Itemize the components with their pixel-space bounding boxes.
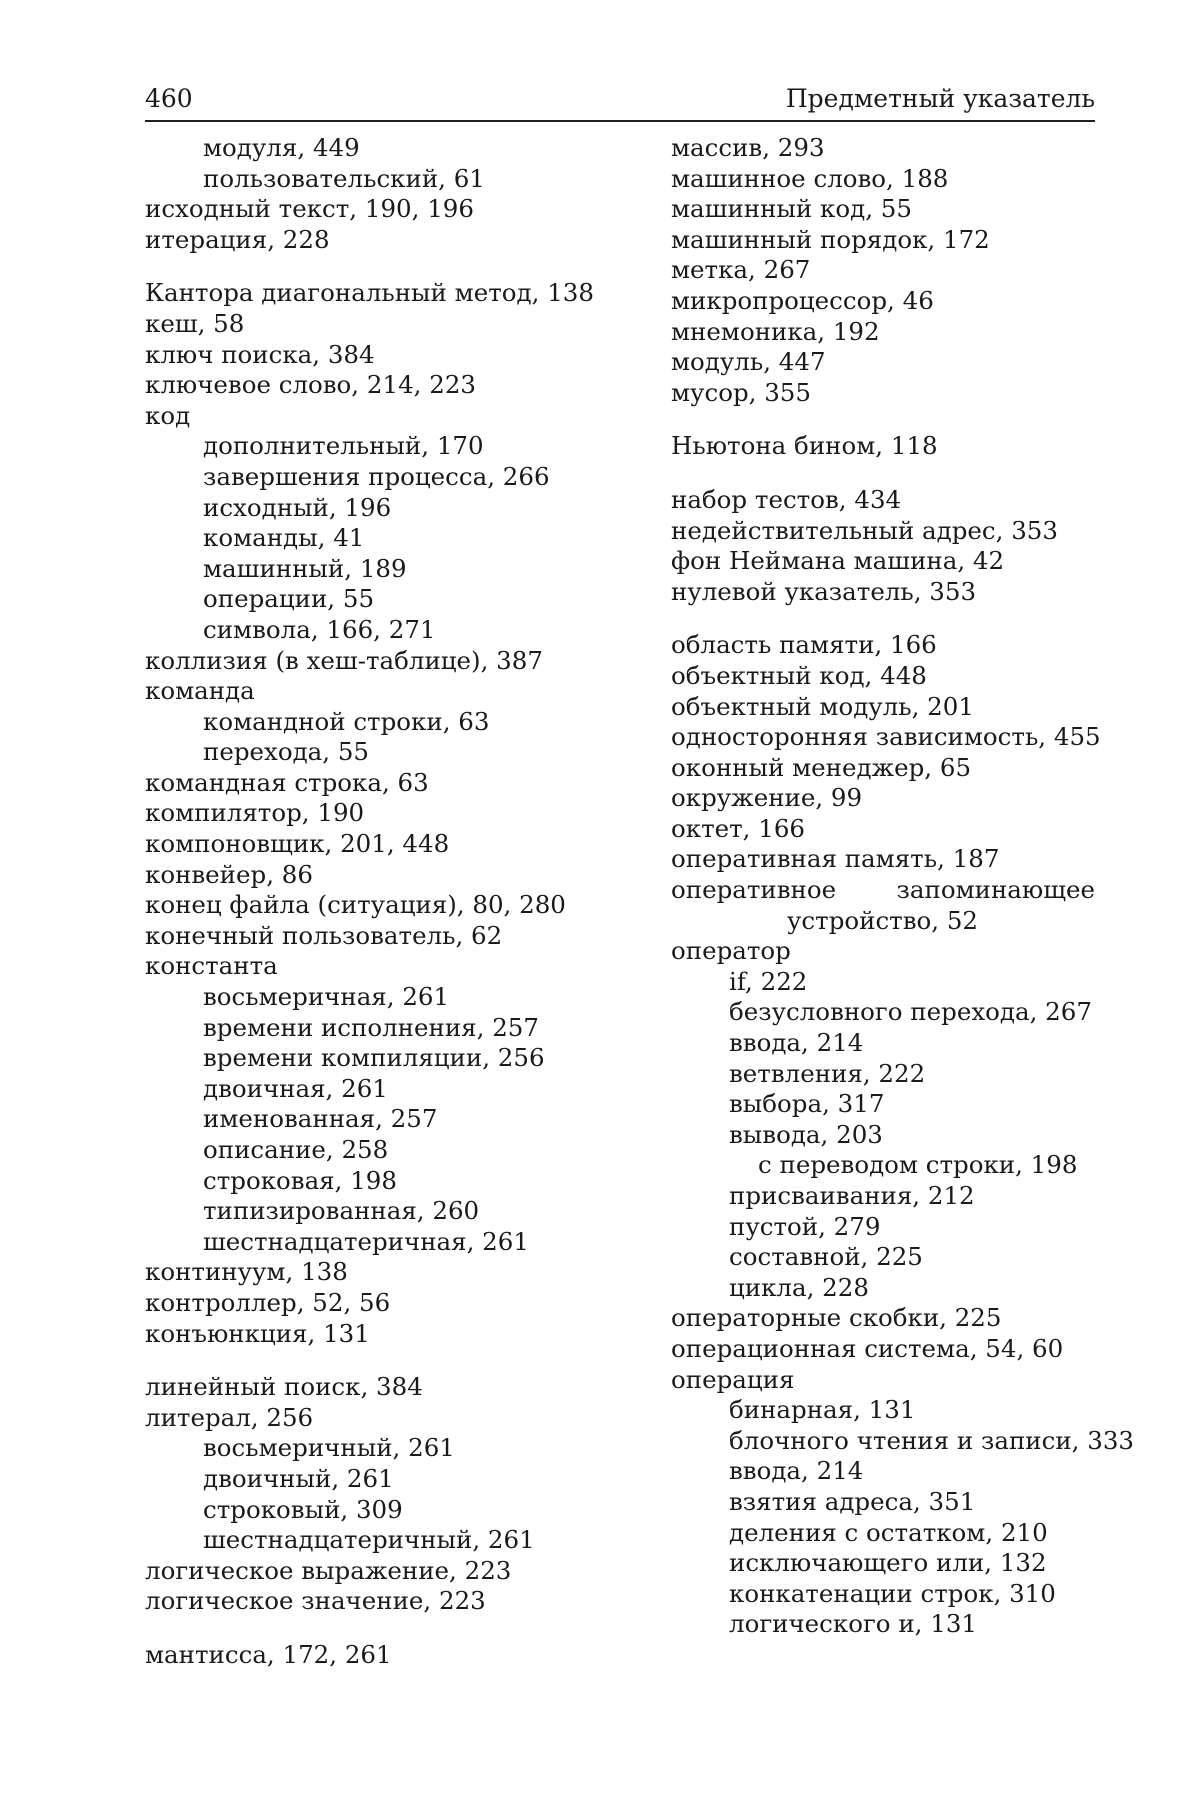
index-subentry: машинный, 189 xyxy=(203,553,407,583)
index-subentry: описание, 258 xyxy=(203,1135,389,1164)
page-header xyxy=(145,84,1095,122)
index-entry: исходный текст, 190, 196 xyxy=(145,194,474,224)
index-subentry: выбора, 317 xyxy=(729,1089,885,1119)
index-entry: набор тестов, 434 xyxy=(671,484,902,514)
group-gap xyxy=(145,1617,585,1640)
index-subentry: блочного чтения и записи, 333 xyxy=(729,1425,1135,1455)
index-entry: мантисса, 172, 261 xyxy=(145,1639,392,1669)
index-subentry: ветвления, 222 xyxy=(729,1058,926,1088)
index-subentry: присваивания, 212 xyxy=(729,1181,975,1210)
index-entry: фон Неймана машина, 42 xyxy=(671,546,1005,576)
index-subentry: вывода, 203 xyxy=(729,1119,883,1149)
index-entry: контроллер, 52, 56 xyxy=(145,1287,391,1317)
index-entry: компоновщик, 201, 448 xyxy=(145,829,450,859)
index-subentry: именованная, 257 xyxy=(203,1104,438,1134)
group-gap xyxy=(145,255,585,278)
index-entry: октет, 166 xyxy=(671,813,806,843)
page-number: 460 xyxy=(145,84,193,113)
index-entry: массив, 293 xyxy=(671,133,825,162)
index-subentry: перехода, 55 xyxy=(203,737,370,767)
index-subentry: команды, 41 xyxy=(203,523,365,553)
index-entry: односторонняя зависимость, 455 xyxy=(671,722,1101,752)
index-entry: логическое выражение, 223 xyxy=(145,1555,512,1585)
index-subentry: пользовательский, 61 xyxy=(203,163,485,193)
index-entry: командная строка, 63 xyxy=(145,767,429,797)
index-entry: мнемоника, 192 xyxy=(671,316,880,346)
index-subentry: времени компиляции, 256 xyxy=(203,1043,545,1073)
index-entry: константа xyxy=(145,951,278,981)
index-entry: недействительный адрес, 353 xyxy=(671,515,1058,545)
index-subentry: исходный, 196 xyxy=(203,492,392,522)
index-entry: операторные скобки, 225 xyxy=(671,1303,1002,1333)
index-subentry: дополнительный, 170 xyxy=(203,431,484,461)
index-entry: конечный пользователь, 62 xyxy=(145,920,503,950)
index-subentry: восьмеричная, 261 xyxy=(203,982,450,1012)
index-entry: ключ поиска, 384 xyxy=(145,339,375,369)
index-subentry: конкатенации строк, 310 xyxy=(729,1578,1056,1608)
index-entry: компилятор, 190 xyxy=(145,798,365,828)
index-subentry: исключающего или, 132 xyxy=(729,1548,1047,1578)
index-subentry: if, 222 xyxy=(729,966,808,996)
index-entry: оператор xyxy=(671,936,791,966)
group-gap xyxy=(145,1349,585,1372)
index-subentry: бинарная, 131 xyxy=(729,1395,916,1425)
index-subentry: деления с остатком, 210 xyxy=(729,1517,1048,1547)
index-entry: объектный код, 448 xyxy=(671,660,927,690)
index-entry xyxy=(671,875,1095,906)
index-subentry: цикла, 228 xyxy=(729,1272,869,1302)
index-subentry: шестнадцатеричный, 261 xyxy=(203,1525,535,1555)
index-entry: окружение, 99 xyxy=(671,783,863,813)
index-entry: операционная система, 54, 60 xyxy=(671,1333,1064,1363)
index-entry: код xyxy=(145,400,191,430)
group-gap xyxy=(671,408,1095,431)
index-subentry: типизированная, 260 xyxy=(203,1196,480,1226)
index-entry: конъюнкция, 131 xyxy=(145,1318,370,1348)
index-subentry: строковая, 198 xyxy=(203,1165,397,1195)
index-subentry: модуля, 449 xyxy=(203,133,360,162)
index-entry: ключевое слово, 214, 223 xyxy=(145,370,476,400)
index-entry: кеш, 58 xyxy=(145,308,245,338)
index-subentry: ввода, 214 xyxy=(729,1456,864,1486)
index-column-right xyxy=(671,133,1135,1640)
index-subentry: безусловного перехода, 267 xyxy=(729,997,1092,1027)
index-entry-part: оперативное xyxy=(671,875,837,905)
index-entry: конвейер, 86 xyxy=(145,859,313,889)
index-subentry: строковый, 309 xyxy=(203,1494,403,1524)
index-entry: устройство, 52 xyxy=(787,905,979,935)
group-gap xyxy=(671,607,1095,630)
index-entry: литерал, 256 xyxy=(145,1402,314,1432)
index-subentry: операции, 55 xyxy=(203,584,375,614)
index-entry: метка, 267 xyxy=(671,255,811,285)
index-subentry: составной, 225 xyxy=(729,1242,923,1272)
index-column-left xyxy=(145,133,594,1671)
index-subentry: двоичная, 261 xyxy=(203,1073,388,1103)
index-entry: оперативная память, 187 xyxy=(671,844,1000,874)
index-entry: логическое значение, 223 xyxy=(145,1586,486,1616)
index-entry: Ньютона бином, 118 xyxy=(671,431,938,461)
index-subentry: завершения процесса, 266 xyxy=(203,461,550,491)
index-subentry: символа, 166, 271 xyxy=(203,614,436,644)
index-subentry: с переводом строки, 198 xyxy=(758,1150,1078,1180)
index-entry: Кантора диагональный метод, 138 xyxy=(145,278,594,308)
index-entry: область памяти, 166 xyxy=(671,630,937,660)
index-entry: модуль, 447 xyxy=(671,347,826,377)
index-entry: оконный менеджер, 65 xyxy=(671,752,972,782)
index-entry: объектный модуль, 201 xyxy=(671,691,974,721)
group-gap xyxy=(671,462,1095,485)
index-entry: конец файла (ситуация), 80, 280 xyxy=(145,890,566,920)
index-subentry: пустой, 279 xyxy=(729,1211,881,1241)
index-entry: нулевой указатель, 353 xyxy=(671,576,977,606)
index-entry: итерация, 228 xyxy=(145,224,330,254)
index-entry: коллизия (в хеш-таблице), 387 xyxy=(145,645,543,675)
index-subentry: командной строки, 63 xyxy=(203,706,490,736)
index-entry-part: запоминающее xyxy=(896,875,1095,905)
index-entry: машинный порядок, 172 xyxy=(671,224,990,254)
index-subentry: ввода, 214 xyxy=(729,1028,864,1058)
index-entry: мусор, 355 xyxy=(671,377,811,407)
index-subentry: восьмеричный, 261 xyxy=(203,1433,455,1463)
index-subentry: логического и, 131 xyxy=(729,1609,978,1639)
index-subentry: шестнадцатеричная, 261 xyxy=(203,1226,529,1256)
index-subentry: взятия адреса, 351 xyxy=(729,1486,976,1516)
index-entry: машинный код, 55 xyxy=(671,194,912,224)
index-entry: линейный поиск, 384 xyxy=(145,1372,423,1402)
running-title: Предметный указатель xyxy=(785,84,1095,113)
index-entry: микропроцессор, 46 xyxy=(671,285,934,315)
index-entry: команда xyxy=(145,676,255,706)
index-entry: континуум, 138 xyxy=(145,1257,348,1287)
index-subentry: двоичный, 261 xyxy=(203,1463,394,1493)
index-entry: операция xyxy=(671,1364,795,1394)
index-subentry: времени исполнения, 257 xyxy=(203,1012,539,1042)
index-entry: машинное слово, 188 xyxy=(671,163,949,193)
